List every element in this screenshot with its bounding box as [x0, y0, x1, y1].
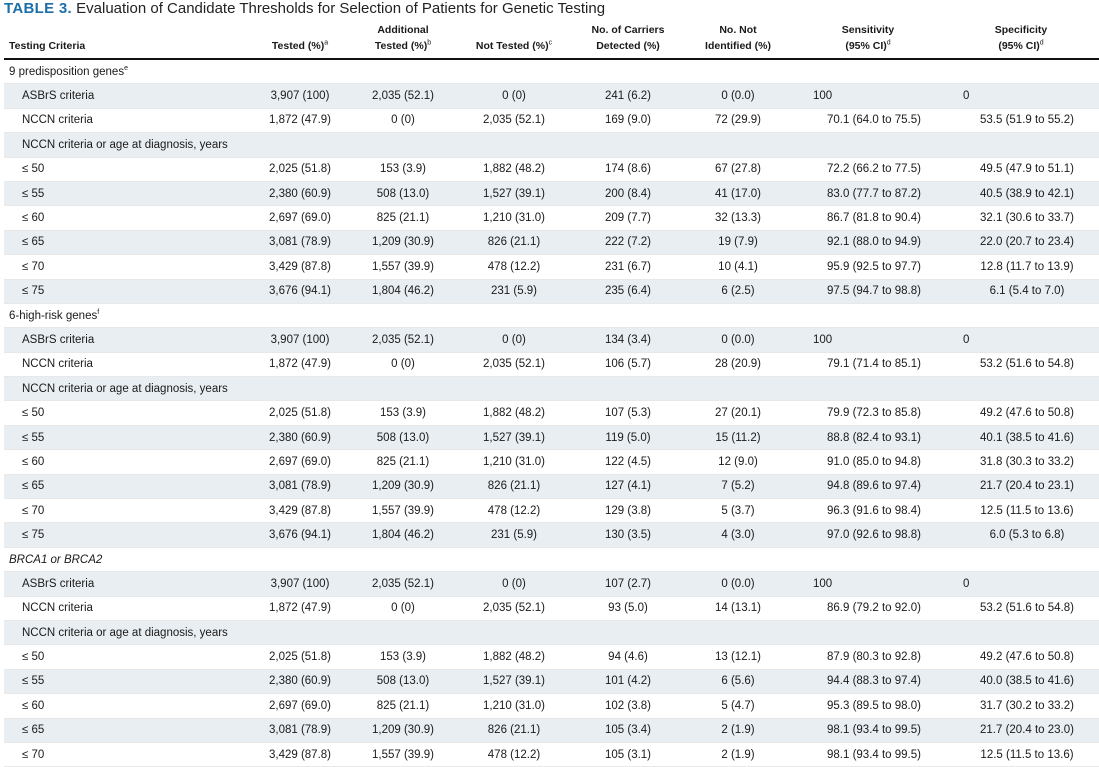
table-row: [4, 645, 1099, 669]
column-header: [351, 16, 455, 59]
table-cell: 10 (4.1): [683, 255, 793, 279]
table-cell: 127 (4.1): [573, 474, 683, 498]
table-cell: 98.1 (93.4 to 99.5): [793, 742, 943, 766]
table-cell: 1,872 (47.9): [249, 596, 351, 620]
table-cell: 3,081 (78.9): [249, 474, 351, 498]
table-row: [4, 352, 1099, 376]
table-cell: 21.7 (20.4 to 23.1): [943, 474, 1099, 498]
table-caption-label: TABLE 3.: [4, 0, 72, 17]
table-cell: 101 (4.2): [573, 669, 683, 693]
table-cell: 0 (0): [455, 84, 573, 108]
row-label: [4, 620, 1099, 644]
table-cell: 41 (17.0): [683, 181, 793, 205]
table-cell: 231 (5.9): [455, 523, 573, 547]
table-cell: 70.1 (64.0 to 75.5): [793, 108, 943, 132]
table-row: [4, 255, 1099, 279]
table-row: [4, 425, 1099, 449]
table-cell: 508 (13.0): [351, 181, 455, 205]
table-cell: 122 (4.5): [573, 450, 683, 474]
table-cell: 6.1 (5.4 to 7.0): [943, 279, 1099, 303]
table-cell: 97.0 (92.6 to 98.8): [793, 523, 943, 547]
column-header-line2: (95% CI): [845, 40, 887, 52]
row-label: [4, 133, 1099, 157]
table-cell: 79.9 (72.3 to 85.8): [793, 401, 943, 425]
table-cell: 0: [943, 84, 1099, 108]
table-body: [4, 59, 1099, 767]
table-cell: 12.5 (11.5 to 13.6): [943, 742, 1099, 766]
table-cell: 22.0 (20.7 to 23.4): [943, 230, 1099, 254]
table-row: [4, 596, 1099, 620]
table-cell: 12.5 (11.5 to 13.6): [943, 499, 1099, 523]
table-cell: 102 (3.8): [573, 694, 683, 718]
table-cell: 53.5 (51.9 to 55.2): [943, 108, 1099, 132]
table-cell: 826 (21.1): [455, 718, 573, 742]
row-label: ≤ 60: [4, 206, 249, 230]
column-header-line1: Sensitivity: [841, 24, 895, 36]
row-label: ≤ 70: [4, 742, 249, 766]
column-header: [943, 16, 1099, 59]
table-cell: 2,380 (60.9): [249, 425, 351, 449]
table-cell: 4 (3.0): [683, 523, 793, 547]
table-cell: 1,882 (48.2): [455, 157, 573, 181]
column-header: [455, 16, 573, 59]
table-cell: 5 (4.7): [683, 694, 793, 718]
table-cell: 0: [943, 328, 1099, 352]
table-cell: 6 (2.5): [683, 279, 793, 303]
table-cell: 1,557 (39.9): [351, 742, 455, 766]
table-cell: 825 (21.1): [351, 694, 455, 718]
table-cell: 3,081 (78.9): [249, 230, 351, 254]
table-row: [4, 157, 1099, 181]
row-label: ≤ 60: [4, 694, 249, 718]
table-cell: 169 (9.0): [573, 108, 683, 132]
table-row: [4, 230, 1099, 254]
table-row: [4, 718, 1099, 742]
table-cell: 825 (21.1): [351, 206, 455, 230]
table-cell: 53.2 (51.6 to 54.8): [943, 352, 1099, 376]
table-cell: 94 (4.6): [573, 645, 683, 669]
table-cell: 0: [943, 572, 1099, 596]
table-cell: 241 (6.2): [573, 84, 683, 108]
table-cell: 53.2 (51.6 to 54.8): [943, 596, 1099, 620]
row-label: [4, 303, 1099, 327]
row-label-text: 9 predisposition genes: [9, 65, 125, 78]
table-cell: 508 (13.0): [351, 425, 455, 449]
row-label: ≤ 65: [4, 718, 249, 742]
table-row: [4, 181, 1099, 205]
column-header-line2: Not Tested (%): [475, 40, 549, 52]
table-cell: 2,035 (52.1): [351, 572, 455, 596]
column-header-line2: (95% CI): [998, 40, 1040, 52]
row-label: ≤ 50: [4, 401, 249, 425]
subgroup-header-row: [4, 620, 1099, 644]
table-cell: 1,804 (46.2): [351, 279, 455, 303]
table-cell: 130 (3.5): [573, 523, 683, 547]
table-cell: 231 (6.7): [573, 255, 683, 279]
table-cell: 27 (20.1): [683, 401, 793, 425]
table-cell: 15 (11.2): [683, 425, 793, 449]
table-cell: 2,025 (51.8): [249, 645, 351, 669]
column-header: [4, 16, 249, 59]
table-cell: 1,209 (30.9): [351, 718, 455, 742]
table-row: [4, 742, 1099, 766]
table-cell: 200 (8.4): [573, 181, 683, 205]
table-cell: 14 (13.1): [683, 596, 793, 620]
column-header-line2: Identified (%): [705, 40, 771, 52]
table-cell: 826 (21.1): [455, 474, 573, 498]
column-header-line1: No. of Carriers: [591, 24, 665, 36]
table-cell: 100: [793, 84, 943, 108]
table-cell: 95.9 (92.5 to 97.7): [793, 255, 943, 279]
table-cell: 119 (5.0): [573, 425, 683, 449]
table-cell: 40.5 (38.9 to 42.1): [943, 181, 1099, 205]
row-label: ≤ 55: [4, 669, 249, 693]
table-cell: 1,209 (30.9): [351, 474, 455, 498]
table-cell: 86.7 (81.8 to 90.4): [793, 206, 943, 230]
row-label-text: NCCN criteria or age at diagnosis, years: [22, 382, 228, 395]
table-cell: 1,209 (30.9): [351, 230, 455, 254]
table-cell: 92.1 (88.0 to 94.9): [793, 230, 943, 254]
table-cell: 2,035 (52.1): [351, 84, 455, 108]
column-header: [793, 16, 943, 59]
table-cell: 222 (7.2): [573, 230, 683, 254]
table-cell: 31.7 (30.2 to 33.2): [943, 694, 1099, 718]
table-cell: 231 (5.9): [455, 279, 573, 303]
row-label: NCCN criteria: [4, 352, 249, 376]
section-header-row: [4, 59, 1099, 84]
table-cell: 3,429 (87.8): [249, 499, 351, 523]
table-cell: 3,676 (94.1): [249, 523, 351, 547]
table-cell: 87.9 (80.3 to 92.8): [793, 645, 943, 669]
table-row: [4, 206, 1099, 230]
column-header-line2: Tested (%): [374, 40, 428, 52]
table-cell: 2,380 (60.9): [249, 181, 351, 205]
table-cell: 106 (5.7): [573, 352, 683, 376]
table-cell: 12 (9.0): [683, 450, 793, 474]
table-cell: 1,872 (47.9): [249, 108, 351, 132]
table-cell: 0 (0): [351, 596, 455, 620]
table-cell: 67 (27.8): [683, 157, 793, 181]
column-header-footnote: b: [427, 39, 432, 47]
table-cell: 0 (0): [351, 352, 455, 376]
table-cell: 3,429 (87.8): [249, 742, 351, 766]
table-cell: 2,025 (51.8): [249, 157, 351, 181]
table-cell: 49.2 (47.6 to 50.8): [943, 401, 1099, 425]
row-label: [4, 59, 1099, 84]
row-label-text: BRCA1 or BRCA2: [9, 553, 103, 566]
table-cell: 6.0 (5.3 to 6.8): [943, 523, 1099, 547]
table-cell: 825 (21.1): [351, 450, 455, 474]
table-cell: 174 (8.6): [573, 157, 683, 181]
table-cell: 1,210 (31.0): [455, 694, 573, 718]
row-label: ≤ 75: [4, 523, 249, 547]
table-cell: 19 (7.9): [683, 230, 793, 254]
results-table: [4, 16, 1099, 767]
row-label: ≤ 70: [4, 255, 249, 279]
table-cell: 79.1 (71.4 to 85.1): [793, 352, 943, 376]
table-cell: 1,557 (39.9): [351, 255, 455, 279]
table-cell: 49.2 (47.6 to 50.8): [943, 645, 1099, 669]
table-cell: 3,907 (100): [249, 572, 351, 596]
table-cell: 3,907 (100): [249, 84, 351, 108]
table-cell: 153 (3.9): [351, 401, 455, 425]
row-label: ≤ 75: [4, 279, 249, 303]
table-cell: 105 (3.1): [573, 742, 683, 766]
table-cell: 40.0 (38.5 to 41.6): [943, 669, 1099, 693]
row-label: ≤ 50: [4, 157, 249, 181]
table-cell: 3,907 (100): [249, 328, 351, 352]
row-label: NCCN criteria: [4, 596, 249, 620]
column-header-line1: Additional: [377, 24, 429, 36]
table-cell: 1,882 (48.2): [455, 645, 573, 669]
row-label: ≤ 55: [4, 181, 249, 205]
table-row: [4, 474, 1099, 498]
table-cell: 86.9 (79.2 to 92.0): [793, 596, 943, 620]
table-cell: 32 (13.3): [683, 206, 793, 230]
table-cell: 95.3 (89.5 to 98.0): [793, 694, 943, 718]
section-header-row: [4, 547, 1099, 571]
column-header: [249, 16, 351, 59]
table-cell: 32.1 (30.6 to 33.7): [943, 206, 1099, 230]
table-cell: 153 (3.9): [351, 157, 455, 181]
table-cell: 2,697 (69.0): [249, 450, 351, 474]
table-cell: 3,676 (94.1): [249, 279, 351, 303]
table-cell: 88.8 (82.4 to 93.1): [793, 425, 943, 449]
row-label: ASBrS criteria: [4, 572, 249, 596]
table-row: [4, 523, 1099, 547]
column-header-footnote: a: [324, 39, 329, 47]
table-cell: 3,429 (87.8): [249, 255, 351, 279]
table-cell: 1,527 (39.1): [455, 669, 573, 693]
table-cell: 1,804 (46.2): [351, 523, 455, 547]
table-cell: 0 (0): [455, 572, 573, 596]
row-label: [4, 377, 1099, 401]
column-header-line2: Detected (%): [596, 40, 660, 52]
table-cell: 2,697 (69.0): [249, 694, 351, 718]
row-label: ≤ 65: [4, 230, 249, 254]
section-header-row: [4, 303, 1099, 327]
table-cell: 100: [793, 328, 943, 352]
table-cell: 40.1 (38.5 to 41.6): [943, 425, 1099, 449]
table-cell: 21.7 (20.4 to 23.0): [943, 718, 1099, 742]
table-cell: 98.1 (93.4 to 99.5): [793, 718, 943, 742]
table-cell: 3,081 (78.9): [249, 718, 351, 742]
table-cell: 72.2 (66.2 to 77.5): [793, 157, 943, 181]
table-cell: 478 (12.2): [455, 742, 573, 766]
table-cell: 49.5 (47.9 to 51.1): [943, 157, 1099, 181]
subgroup-header-row: [4, 377, 1099, 401]
table-cell: 107 (2.7): [573, 572, 683, 596]
table-cell: 2,035 (52.1): [351, 328, 455, 352]
row-label-text: NCCN criteria or age at diagnosis, years: [22, 626, 228, 639]
table-cell: 2,035 (52.1): [455, 108, 573, 132]
table-row: [4, 108, 1099, 132]
table-cell: 826 (21.1): [455, 230, 573, 254]
row-label: ≤ 70: [4, 499, 249, 523]
row-label-footnote: e: [124, 64, 128, 72]
table-cell: 7 (5.2): [683, 474, 793, 498]
table-cell: 83.0 (77.7 to 87.2): [793, 181, 943, 205]
table-cell: 0 (0.0): [683, 84, 793, 108]
row-label: ≤ 65: [4, 474, 249, 498]
table-row: [4, 279, 1099, 303]
table-cell: 1,557 (39.9): [351, 499, 455, 523]
row-label-text: NCCN criteria or age at diagnosis, years: [22, 138, 228, 151]
table-cell: 93 (5.0): [573, 596, 683, 620]
table-cell: 97.5 (94.7 to 98.8): [793, 279, 943, 303]
table-cell: 12.8 (11.7 to 13.9): [943, 255, 1099, 279]
table-cell: 209 (7.7): [573, 206, 683, 230]
column-header-footnote: d: [886, 39, 891, 47]
row-label: ASBrS criteria: [4, 84, 249, 108]
table-cell: 2,025 (51.8): [249, 401, 351, 425]
table-cell: 129 (3.8): [573, 499, 683, 523]
table-cell: 105 (3.4): [573, 718, 683, 742]
table-cell: 1,527 (39.1): [455, 425, 573, 449]
table-cell: 94.8 (89.6 to 97.4): [793, 474, 943, 498]
row-label-text: 6-high-risk genes: [9, 309, 98, 322]
table-cell: 0 (0): [455, 328, 573, 352]
table-cell: 0 (0.0): [683, 572, 793, 596]
column-header-line2: Testing Criteria: [9, 40, 86, 52]
table-row: [4, 572, 1099, 596]
table-cell: 1,210 (31.0): [455, 450, 573, 474]
table-cell: 1,210 (31.0): [455, 206, 573, 230]
table-row: [4, 694, 1099, 718]
column-header-line1: Specificity: [994, 24, 1048, 36]
table-cell: 96.3 (91.6 to 98.4): [793, 499, 943, 523]
table-cell: 107 (5.3): [573, 401, 683, 425]
table-cell: 508 (13.0): [351, 669, 455, 693]
row-label: ≤ 55: [4, 425, 249, 449]
table-cell: 134 (3.4): [573, 328, 683, 352]
table-cell: 1,872 (47.9): [249, 352, 351, 376]
table-cell: 2 (1.9): [683, 742, 793, 766]
row-label: NCCN criteria: [4, 108, 249, 132]
row-label: [4, 547, 1099, 571]
table-cell: 91.0 (85.0 to 94.8): [793, 450, 943, 474]
table-cell: 6 (5.6): [683, 669, 793, 693]
table-cell: 31.8 (30.3 to 33.2): [943, 450, 1099, 474]
row-label-footnote: f: [97, 308, 100, 316]
table-cell: 28 (20.9): [683, 352, 793, 376]
column-header-line1: No. Not: [719, 24, 757, 36]
header-row: [4, 16, 1099, 59]
row-label: ≤ 60: [4, 450, 249, 474]
row-label: ASBrS criteria: [4, 328, 249, 352]
table-caption-text: Evaluation of Candidate Thresholds for Selection of Patients for Genetic Testing: [76, 0, 606, 17]
table-row: [4, 669, 1099, 693]
column-header-line2: Tested (%): [271, 40, 325, 52]
column-header: [573, 16, 683, 59]
row-label: ≤ 50: [4, 645, 249, 669]
table-cell: 72 (29.9): [683, 108, 793, 132]
table-cell: 478 (12.2): [455, 499, 573, 523]
table-cell: 94.4 (88.3 to 97.4): [793, 669, 943, 693]
table-cell: 153 (3.9): [351, 645, 455, 669]
table-cell: 235 (6.4): [573, 279, 683, 303]
table-row: [4, 401, 1099, 425]
table-cell: 2,035 (52.1): [455, 352, 573, 376]
table-cell: 5 (3.7): [683, 499, 793, 523]
table-row: [4, 450, 1099, 474]
table-row: [4, 499, 1099, 523]
table-cell: 1,527 (39.1): [455, 181, 573, 205]
table-cell: 478 (12.2): [455, 255, 573, 279]
column-header: [683, 16, 793, 59]
table-cell: 2 (1.9): [683, 718, 793, 742]
table-cell: 1,882 (48.2): [455, 401, 573, 425]
table-cell: 2,035 (52.1): [455, 596, 573, 620]
column-header-footnote: c: [548, 39, 553, 47]
table-cell: 100: [793, 572, 943, 596]
table-cell: 2,380 (60.9): [249, 669, 351, 693]
table-cell: 0 (0): [351, 108, 455, 132]
table-cell: 2,697 (69.0): [249, 206, 351, 230]
subgroup-header-row: [4, 133, 1099, 157]
table-row: [4, 328, 1099, 352]
table-cell: 13 (12.1): [683, 645, 793, 669]
table-row: [4, 84, 1099, 108]
table-cell: 0 (0.0): [683, 328, 793, 352]
column-header-footnote: d: [1039, 39, 1044, 47]
